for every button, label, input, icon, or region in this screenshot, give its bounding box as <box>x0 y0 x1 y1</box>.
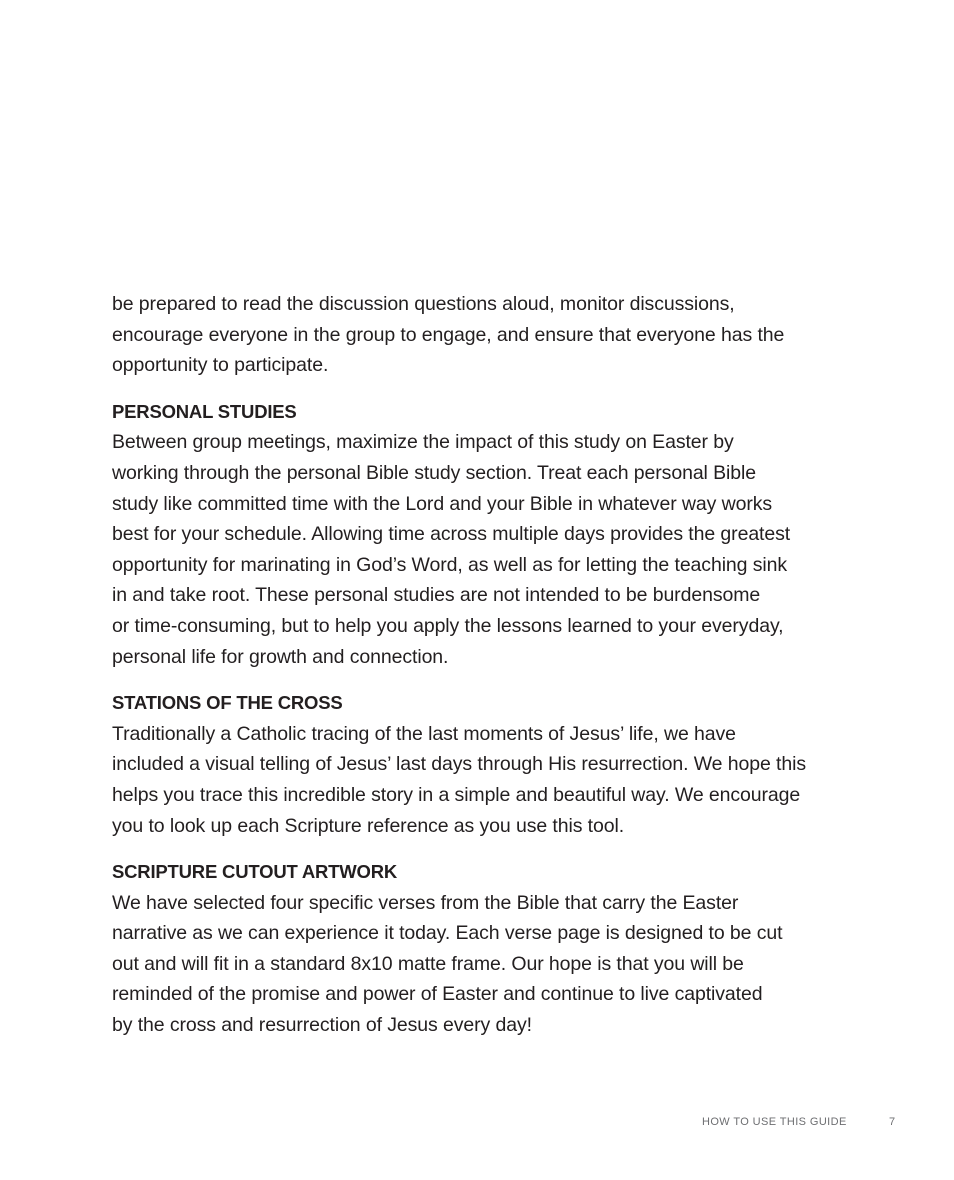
text-line: you to look up each Scripture reference as you use this tool. <box>112 814 625 837</box>
text-line: personal life for growth and connection. <box>112 645 449 668</box>
section-heading: SCRIPTURE CUTOUT ARTWORK <box>112 861 398 883</box>
text-line: in and take root. These personal studies are not intended to be burdensome <box>112 584 761 607</box>
section-personal-studies <box>112 397 842 672</box>
text-line: Between group meetings, maximize the impact of this study on Easter by <box>112 431 734 454</box>
section-paragraph <box>112 427 842 672</box>
text-line: helps you trace this incredible story in a simple and beautiful way. We encourage <box>112 783 801 806</box>
text-line: be prepared to read the discussion questions aloud, monitor discussions, <box>112 293 735 315</box>
text-line: or time-consuming, but to help you apply the lessons learned to your everyday, <box>112 614 784 637</box>
intro-paragraph <box>112 289 842 381</box>
text-line: working through the personal Bible study section. Treat each personal Bible <box>112 461 756 484</box>
text-line: out and will fit in a standard 8x10 matte frame. Our hope is that you will be <box>112 952 744 975</box>
text-line: best for your schedule. Allowing time across multiple days provides the greatest <box>112 523 791 546</box>
text-line: narrative as we can experience it today. Each verse page is designed to be cut <box>112 922 783 945</box>
section-heading: STATIONS OF THE CROSS <box>112 692 343 714</box>
text-line: opportunity to participate. <box>112 354 329 377</box>
section-paragraph <box>112 888 842 1041</box>
page-footer <box>0 1113 954 1133</box>
section-stations-of-the-cross <box>112 688 842 841</box>
text-line: Traditionally a Catholic tracing of the last moments of Jesus’ life, we have <box>112 722 736 745</box>
page-number: 7 <box>889 1116 896 1128</box>
text-line: opportunity for marinating in God’s Word, as well as for letting the teaching sink <box>112 553 788 576</box>
footer-title: HOW TO USE THIS GUIDE <box>702 1116 847 1128</box>
text-line: included a visual telling of Jesus’ last days through His resurrection. We hope this <box>112 753 806 776</box>
text-line: study like committed time with the Lord and your Bible in whatever way works <box>112 492 773 515</box>
text-line: reminded of the promise and power of Easter and continue to live captivated <box>112 983 763 1006</box>
section-scripture-cutout-artwork <box>112 857 842 1041</box>
text-line: We have selected four specific verses from the Bible that carry the Easter <box>112 891 739 914</box>
section-paragraph <box>112 719 842 841</box>
text-line: encourage everyone in the group to engage, and ensure that everyone has the <box>112 323 785 346</box>
section-heading: PERSONAL STUDIES <box>112 400 297 422</box>
text-line: by the cross and resurrection of Jesus every day! <box>112 1014 532 1037</box>
page-body <box>112 289 842 1041</box>
